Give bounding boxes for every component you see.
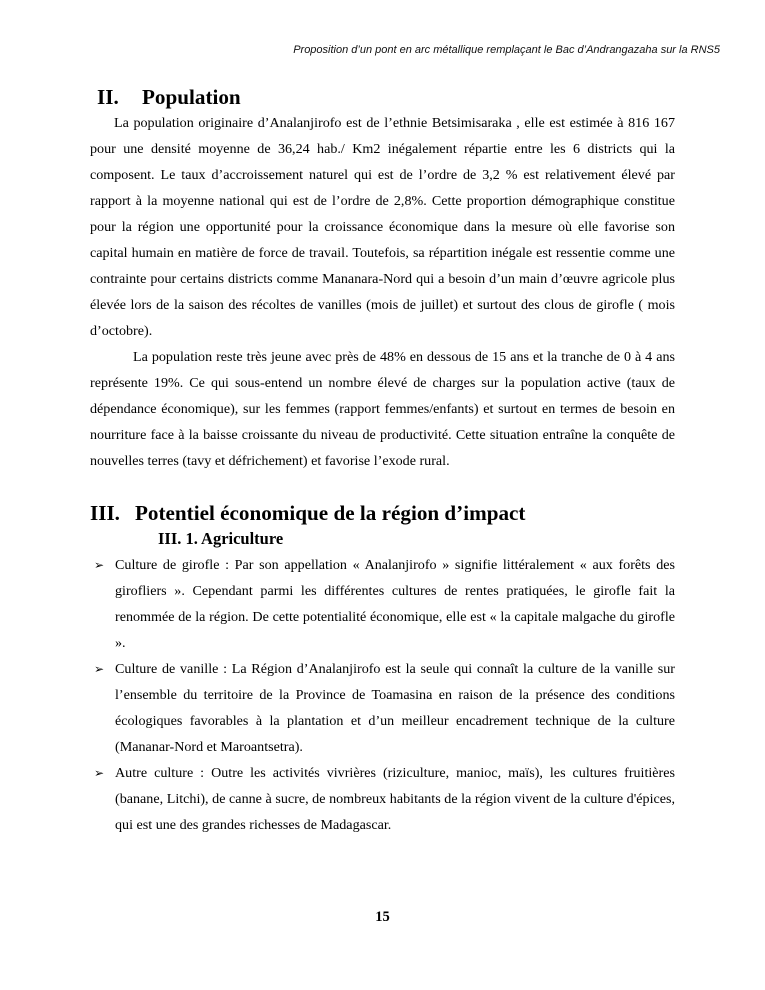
agriculture-bullet-list (90, 552, 675, 838)
paragraph-population-2: La population reste très jeune avec près de 48% en dessous de 15 ans et la tranche de 0 à 4 ans représente 19%. Ce qui sous-entend un nombre élevé de charges sur la population active (taux de dépendance économique), sur les femmes (rapport femmes/enfants) et surtout en termes de besoin en nourriture face à la baisse croissante du niveau de productivité. Cette situation entraîne la conquête de nouvelles terres (tavy et défrichement) et favorise l’exode rural. (90, 349, 675, 469)
list-item-text: Autre culture : Outre les activités vivrières (riziculture, manioc, maïs), les cultures fruitières (banane, Litchi), de canne à sucre, de nombreux habitants de la région vivent de la culture d'épices, qui est une des grandes richesses de Madagascar. (115, 765, 675, 833)
section-title: Potentiel économique de la région d’impact (135, 501, 526, 525)
page-number: 15 (375, 909, 390, 925)
arrow-bullet-icon: ➢ (94, 662, 105, 676)
section-number: III. (90, 501, 120, 525)
list-item (90, 552, 675, 656)
list-item (90, 760, 675, 838)
list-item (90, 656, 675, 760)
subsection-heading-agriculture: III. 1. Agriculture (158, 529, 284, 548)
section-heading-population (90, 84, 675, 110)
section-title: Population (142, 85, 241, 109)
document-body (90, 84, 675, 838)
arrow-bullet-icon: ➢ (94, 766, 105, 780)
section-number: II. (97, 85, 119, 109)
list-item-text: Culture de girofle : Par son appellation « Analanjirofo » signifie littéralement « aux forêts des girofliers ». Cependant parmi les différentes cultures de rentes pratiquées, le girofle fait la renommée de la région. De cette potentialité économique, elle est « la capitale malgache du girofle ». (115, 557, 675, 651)
running-header: Proposition d’un pont en arc métallique remplaçant le Bac d’Andrangazaha sur la RNS5 (293, 44, 720, 56)
arrow-bullet-icon: ➢ (94, 558, 105, 572)
list-item-text: Culture de vanille : La Région d’Analanjirofo est la seule qui connaît la culture de la vanille sur l’ensemble du territoire de la Province de Toamasina en raison de la présence des conditions écologiques favorables à la plantation et d’un meilleur encadrement technique de la culture (Mananar-Nord et Maroantsetra). (115, 661, 675, 755)
paragraph-population-1: La population originaire d’Analanjirofo est de l’ethnie Betsimisaraka , elle est estimée à 816 167 pour une densité moyenne de 36,24 hab./ Km2 inégalement répartie entre les 6 districts qui la composent. Le taux d’accroissement naturel qui est de l’ordre de 3,2 % est relativement élevé par rapport à la moyenne national qui est de l’ordre de 2,8%. Cette proportion démographique constitue pour la région une opportunité pour la croissance économique dans la mesure où elle favorise son capital humain en matière de force de travail. Toutefois, sa répartition inégale est ressentie comme une contrainte pour certains districts comme Mananara-Nord qui a besoin d’un main d’œuvre agricole plus élevée lors de la saison des récoltes de vanilles (mois de juillet) et surtout des clous de girofle ( mois d’octobre). (90, 115, 675, 339)
section-heading-economy (90, 500, 675, 526)
